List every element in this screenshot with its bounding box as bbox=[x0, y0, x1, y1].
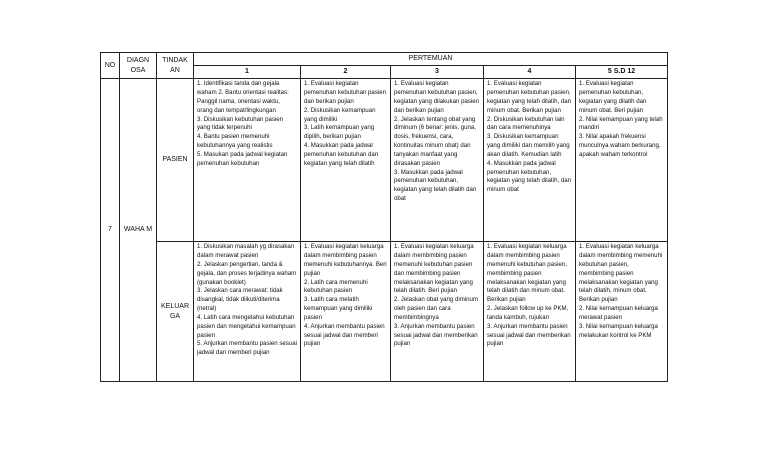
row-pasien bbox=[101, 79, 668, 242]
header-session-3: 3 bbox=[391, 66, 484, 79]
header-no: NO bbox=[101, 53, 120, 79]
header-tindakan: TINDAK AN bbox=[157, 53, 194, 79]
cell-item: 2. Diskusikan kemampuan yang dimiliki bbox=[304, 106, 376, 123]
cell-item: 1. Evaluasi kegiatan keluarga dalam membimbing pasien memenuhi kebutuhan pasien, membimbing pasien melaksanakan kegiatan yang telah dilatih dan minum obat. Berikan pujian bbox=[487, 243, 567, 304]
cell-item: 3. Latih cara melatih kemampuan yang dimiliki pasien bbox=[304, 296, 373, 321]
pasien-session-5-12 bbox=[576, 79, 668, 242]
cell-item: 1. Evaluasi kegiatan keluarga dalam membimbing memenuhi kebutuhan pasien, membimbing pasien melaksanakan kegiatan yang telah dilatih, minum obat. Berikan pujian bbox=[579, 243, 663, 304]
header-session-5-12: 5 S.D 12 bbox=[576, 66, 668, 79]
diagnosa-cell: WAHA M bbox=[120, 79, 157, 382]
cell-item: 2. Jelaskan follow up ke PKM, tanda kambuh, rujukan bbox=[487, 305, 569, 321]
tindakan-keluarga: KELUAR GA bbox=[157, 242, 194, 382]
cell-item: 3. Diskusikan kemampuan yang dimiliki dan memilih yang akan dilatih. Kemudian latih bbox=[487, 133, 570, 158]
cell-item: 3. Anjurkan membantu pasien sesuai jadwal dan memberikan pujian bbox=[394, 322, 478, 348]
pasien-session-1 bbox=[194, 79, 301, 242]
keluarga-session-2 bbox=[301, 242, 391, 382]
header-row-1 bbox=[101, 53, 668, 66]
cell-item: 5. Masukan pada jadwal kegiatan pemenuhan kebutuhan bbox=[197, 150, 288, 167]
header-session-2: 2 bbox=[301, 66, 391, 79]
cell-item: 3. Nilai apakah frekuensi munculnya waham berkurang, apakah waham terkontrol bbox=[579, 133, 661, 158]
cell-item: 2. Diskusikan kebutuhan lain dan cara memenuhinya bbox=[487, 115, 565, 132]
cell-item: 3. Anjurkan membantu pasien sesuai jadwal dan memberikan pujian bbox=[487, 322, 571, 348]
cell-item: 1. Evaluasi kegiatan pemenuhan kebutuhan, kegiatan yang dilatih dan minum obat. Beri pujian bbox=[579, 80, 647, 114]
cell-item: 2. Jelaskan pengertian, tanda & gejala, dan proses terjadinya waham (gunakan booklet) bbox=[197, 260, 297, 286]
cell-item: 1. Evaluasi kegiatan keluarga dalam membimbing pasien memenuhi kebutuhan pasien dan membimbing pasien melaksanakan kegiatan yang telah dilatih. Beri pujian bbox=[394, 243, 474, 295]
row-keluarga bbox=[101, 242, 668, 382]
keluarga-session-5-12 bbox=[576, 242, 668, 382]
header-session-4: 4 bbox=[484, 66, 576, 79]
keluarga-session-3 bbox=[391, 242, 484, 382]
header-diagnosa: DIAGN OSA bbox=[120, 53, 157, 79]
cell-item: 3. Nilai kemampuan keluarga melakukan kontrol ke PKM bbox=[579, 322, 658, 339]
row-number: 7 bbox=[101, 79, 120, 382]
cell-item: 4. Masukkan pada jadwal pemenuhan kebutuhan dan kegiatan yang telah dilatih bbox=[304, 142, 379, 167]
cell-item: 2. Nilai kemampuan yang telah mandiri bbox=[579, 115, 663, 132]
cell-item: 1. Diskusikan masalah yg dirasakan dalam merawat pasien bbox=[197, 243, 295, 260]
cell-item: 2. Latih cara memenuhi kebutuhan pasien bbox=[304, 278, 368, 295]
cell-item: 1. Evaluasi kegiatan keluarga dalam membimbing pasien memenuhi kebutuhannya. Beri pujian bbox=[304, 243, 387, 277]
cell-item: 3. Jelaskan cara merawat: tidak disangkal, tidak diikuti/diterima (netral) bbox=[197, 287, 283, 313]
cell-item: 1. Identifikasi tanda dan gejala waham 2. Bantu orientasi realitas: Panggil nama, orientasi waktu, orang dan tempat/lingkungan bbox=[197, 80, 289, 114]
cell-item: 4. Bantu pasien memenuhi kebutuhannya yang realistis bbox=[197, 133, 273, 150]
care-plan-table bbox=[100, 52, 668, 382]
keluarga-session-4 bbox=[484, 242, 576, 382]
tindakan-pasien: PASIEN bbox=[157, 79, 194, 242]
cell-item: 4. Latih cara mengetahui kebutuhan pasien dan mengetahui kemampuan pasien bbox=[197, 313, 296, 339]
cell-item: 3. Masukkan pada jadwal pemenuhan kebutuhan, kegiatan yang telah dilatih dan obat bbox=[394, 168, 477, 203]
cell-item: 3. Latih kemampuan yang dipilih, berikan pujian bbox=[304, 124, 375, 141]
pasien-session-4 bbox=[484, 79, 576, 242]
pasien-session-2 bbox=[301, 79, 391, 242]
cell-item: 2. Nilai kemampuan keluarga merawat pasien bbox=[579, 305, 658, 321]
cell-item: 2. Jelaskan obat yang diminum oleh pasien dan cara membimbingnya bbox=[394, 296, 479, 321]
cell-item: 3. Diskusikan kebutuhan pasien yang tidak terpenuhi bbox=[197, 115, 284, 132]
cell-item: 2. Jelaskan tentang obat yang diminum (6 benar: jenis, guna, dosis, frekuensi, cara, kontinuitas minum obat) dan tanyakan manfaat yang dirasakan pasien bbox=[394, 115, 476, 167]
cell-item: 4. Masukkan pada jadwal pemenuhan kebutuhan, kegiatan yang telah dilatih, dan minum obat bbox=[487, 159, 572, 194]
cell-item: 1. Evaluasi kegiatan pemenuhan kebutuhan pasien dan berikan pujian bbox=[304, 80, 386, 105]
cell-item: 1. Evaluasi kegiatan pemenuhan kebutuhan pasien, kegiatan yang dilakukan pasien dan berikan pujian bbox=[394, 80, 480, 114]
header-session-1: 1 bbox=[194, 66, 301, 79]
cell-item: 5. Anjurkan membantu pasien sesuai jadwal dan memberi pujian bbox=[197, 340, 297, 357]
header-pertemuan: PERTEMUAN bbox=[194, 53, 668, 66]
cell-item: 1. Evaluasi kegiatan pemenuhan kebutuhan pasien, kegiatan yang telah dilatih, dan minum obat. Berikan pujian bbox=[487, 80, 572, 114]
keluarga-session-1 bbox=[194, 242, 301, 382]
cell-item: 4. Anjurkan membantu pasien sesuai jadwal dan memberi pujian bbox=[304, 322, 385, 348]
pasien-session-3 bbox=[391, 79, 484, 242]
